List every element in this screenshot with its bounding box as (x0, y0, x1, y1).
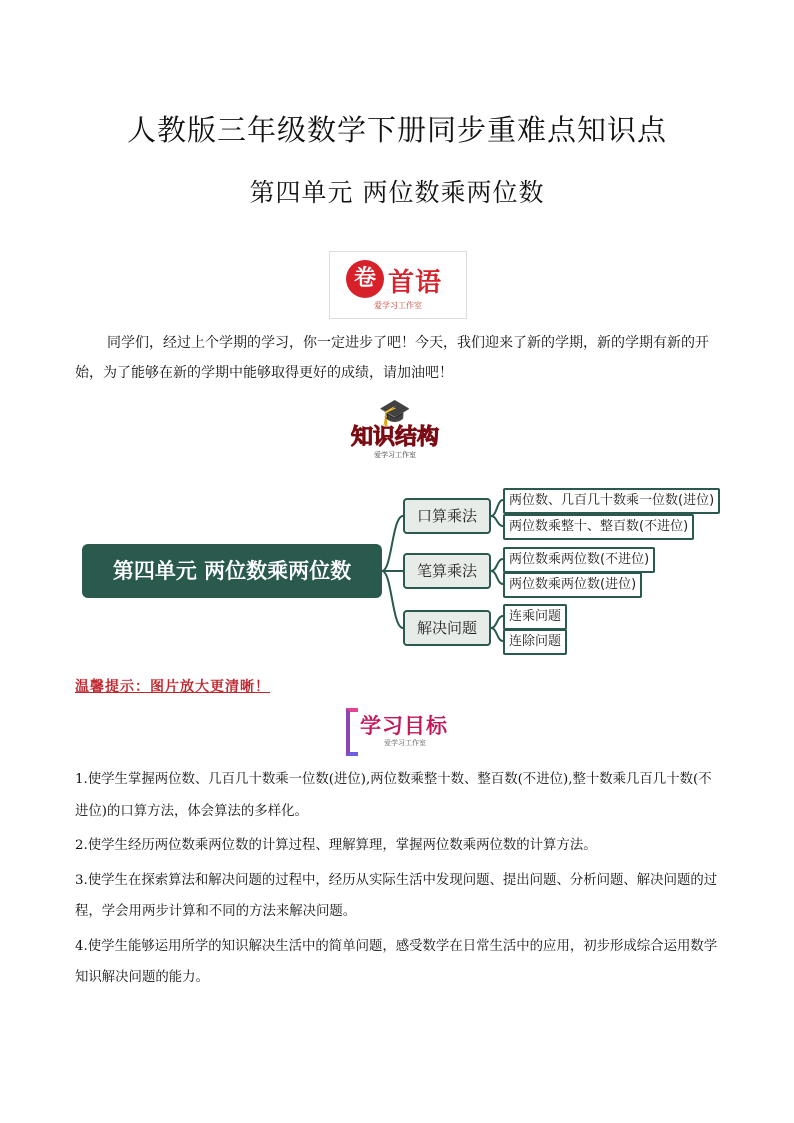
connector-root-branch-1 (382, 516, 403, 571)
mind-map-branch-written-multiplication: 笔算乘法 (403, 553, 491, 589)
connector-branch-1-leaf-1 (491, 500, 503, 516)
graduation-cap-icon: 🎓 (378, 398, 412, 428)
page-subtitle: 第四单元 两位数乘两位数 (249, 178, 545, 207)
mind-map-leaf: 两位数乘两位数(进位) (503, 572, 642, 598)
knowledge-structure-badge (340, 400, 450, 466)
learning-goals-list (75, 764, 720, 997)
learning-goals-studio: 爱学习工作室 (384, 739, 426, 747)
learning-goals-word: 学习目标 (360, 714, 448, 738)
mind-map-leaf: 两位数乘两位数(不进位) (503, 547, 655, 573)
connector-root-branch-3 (382, 571, 403, 628)
learning-goals-badge (346, 706, 450, 752)
connector-branch-1-leaf-2 (491, 516, 503, 526)
mind-map-leaf: 连乘问题 (503, 604, 567, 630)
page-title: 人教版三年级数学下册同步重难点知识点 (126, 113, 667, 147)
intro-paragraph: 同学们，经过上个学期的学习，你一定进步了吧！今天，我们迎来了新的学期，新的学期有新的开始，为了能够在新的学期中能够取得更好的成绩，请加油吧！ (75, 335, 709, 381)
connector-branch-2-leaf-1 (491, 559, 503, 571)
connector-branch-3-leaf-1 (491, 616, 503, 628)
mind-map-leaf: 连除问题 (503, 629, 567, 655)
learning-goal-item: 4.使学生能够运用所学的知识解决生活中的简单问题，感受数学在日常生活中的应用，初步形成综合运用数学知识解决问题的能力。 (75, 938, 718, 985)
knowledge-structure-word: 知识结构 (350, 425, 439, 450)
mind-map-leaf: 两位数、几百几十数乘一位数(进位) (503, 488, 720, 514)
mind-map (0, 480, 794, 660)
mind-map-leaf: 两位数乘整十、整百数(不进位) (503, 514, 694, 540)
learning-goal-item: 2.使学生经历两位数乘两位数的计算过程、理解算理，掌握两位数乘两位数的计算方法。 (75, 838, 597, 853)
preface-badge (329, 251, 467, 319)
connector-branch-3-leaf-2 (491, 628, 503, 641)
zoom-tip: 温馨提示：图片放大更清晰！ (75, 679, 270, 695)
connector-branch-2-leaf-2 (491, 571, 503, 584)
bracket-icon (346, 708, 358, 756)
preface-badge-word: 首语 (388, 268, 443, 298)
learning-goal-item: 3.使学生在探索算法和解决问题的过程中，经历从实际生活中发现问题、提出问题、分析问题、解决问题的过程，学会用两步计算和不同的方法来解决问题。 (75, 872, 718, 919)
learning-goal-item: 1.使学生掌握两位数、几百几十数乘一位数(进位),两位数乘整十数、整百数(不进位),整十数乘几百几十数(不进位)的口算方法，体会算法的多样化。 (75, 772, 712, 819)
mind-map-branch-problem-solving: 解决问题 (403, 610, 491, 646)
mind-map-branch-oral-multiplication: 口算乘法 (403, 498, 491, 534)
knowledge-structure-studio: 爱学习工作室 (374, 451, 416, 459)
preface-badge-studio: 爱学习工作室 (374, 301, 422, 310)
mind-map-root: 第四单元 两位数乘两位数 (82, 544, 382, 598)
preface-badge-circle: 卷 (346, 260, 384, 298)
